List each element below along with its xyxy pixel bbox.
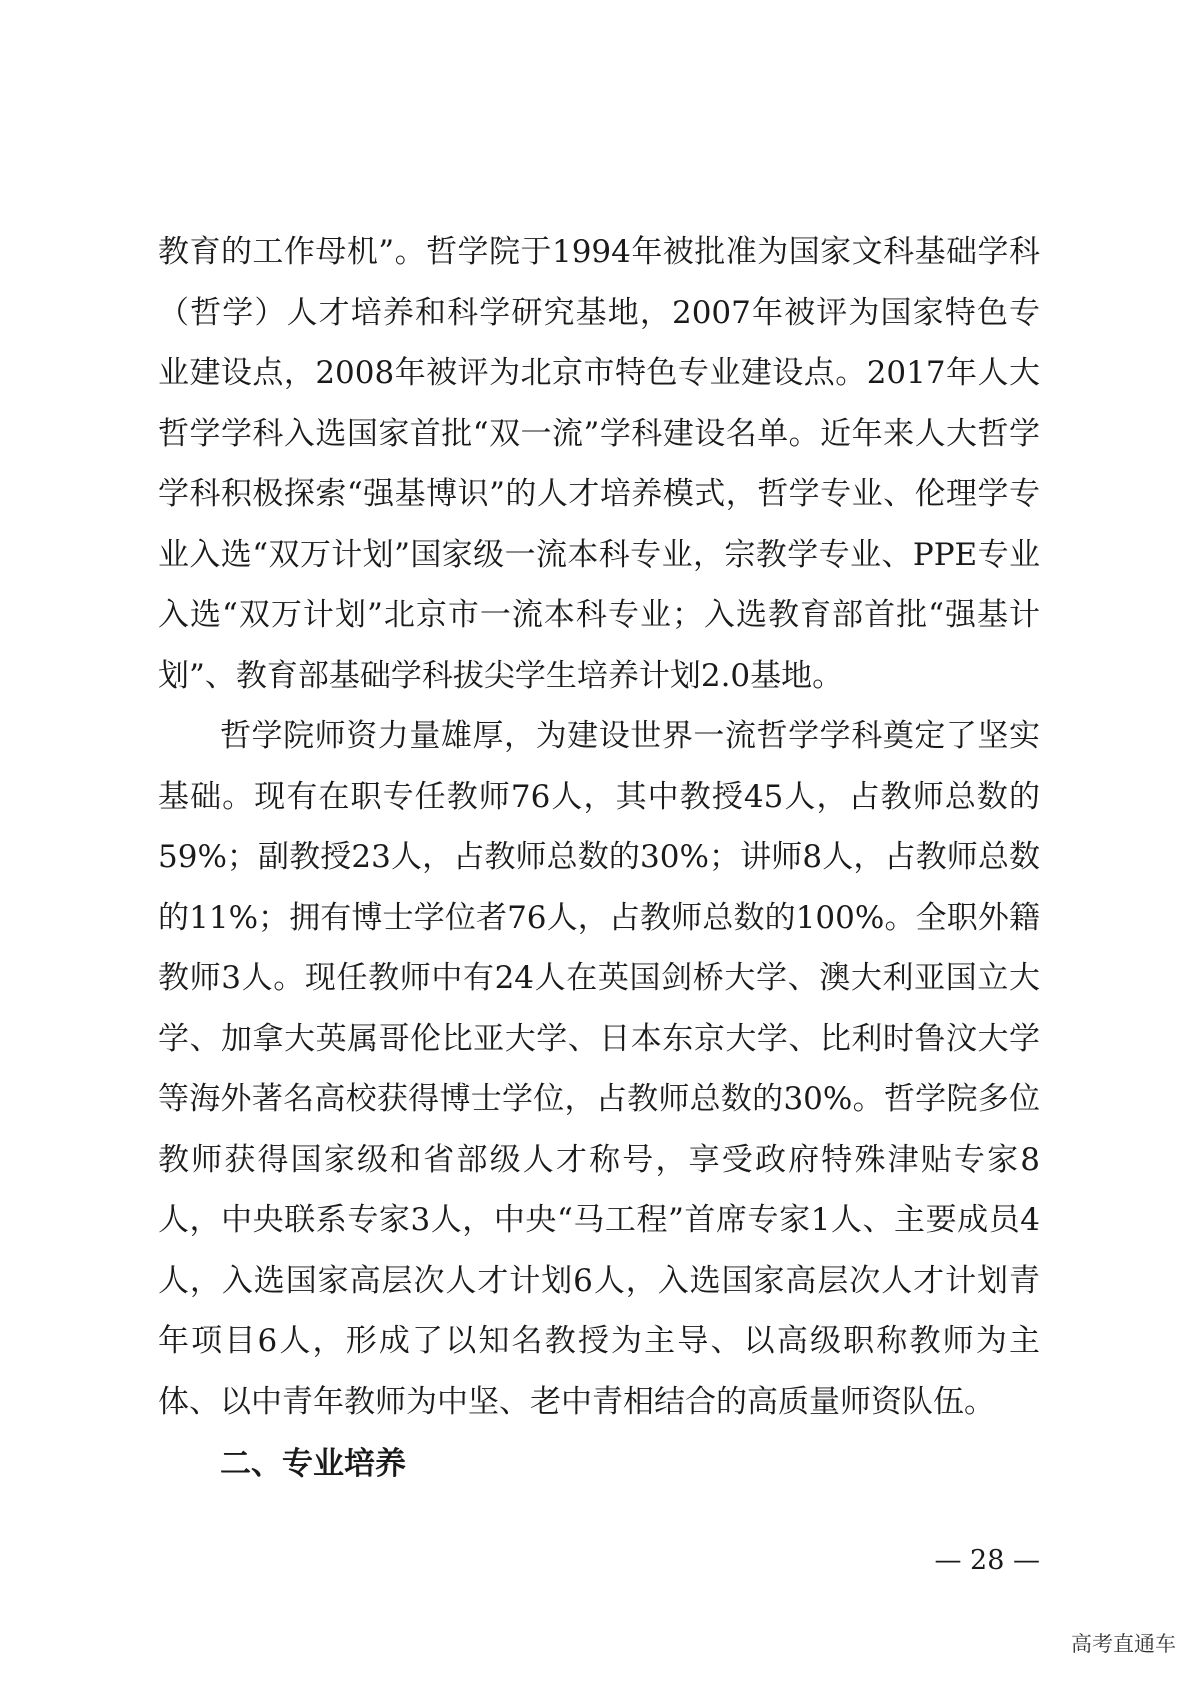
page-number: — 28 —: [934, 1545, 1040, 1576]
watermark-text: 高考直通车: [1071, 1632, 1176, 1656]
section-heading: 二、专业培养: [220, 1446, 406, 1482]
paragraph-institute-history: 教育的工作母机”。哲学院于1994年被批准为国家文科基础学科（哲学）人才培养和科学研究基地，2007年被评为国家特色专业建设点，2008年被评为北京市特色专业建设点。2017年人大哲学学科入选国家首批“双一流”学科建设名单。近年来人大哲学学科积极探索“强基博识”的人才培养模式，哲学专业、伦理学专业入选“双万计划”国家级一流本科专业，宗教学专业、PPE专业入选“双万计划”北京市一流本科专业；入选教育部首批“强基计划”、教育部基础学科拔尖学生培养计划2.0基地。: [158, 234, 1040, 694]
document-body: [158, 222, 1040, 1494]
paragraph-faculty: 哲学院师资力量雄厚，为建设世界一流哲学学科奠定了坚实基础。现有在职专任教师76人，其中教授45人，占教师总数的59%；副教授23人，占教师总数的30%；讲师8人，占教师总数的11%；拥有博士学位者76人，占教师总数的100%。全职外籍教师3人。现任教师中有24人在英国剑桥大学、澳大利亚国立大学、加拿大英属哥伦比亚大学、日本东京大学、比利时鲁汶大学等海外著名高校获得博士学位，占教师总数的30%。哲学院多位教师获得国家级和省部级人才称号，享受政府特殊津贴专家8人，中央联系专家3人，中央“马工程”首席专家1人、主要成员4人，入选国家高层次人才计划6人，入选国家高层次人才计划青年项目6人，形成了以知名教授为主导、以高级职称教师为主体、以中青年教师为中坚、老中青相结合的高质量师资队伍。: [158, 718, 1040, 1420]
